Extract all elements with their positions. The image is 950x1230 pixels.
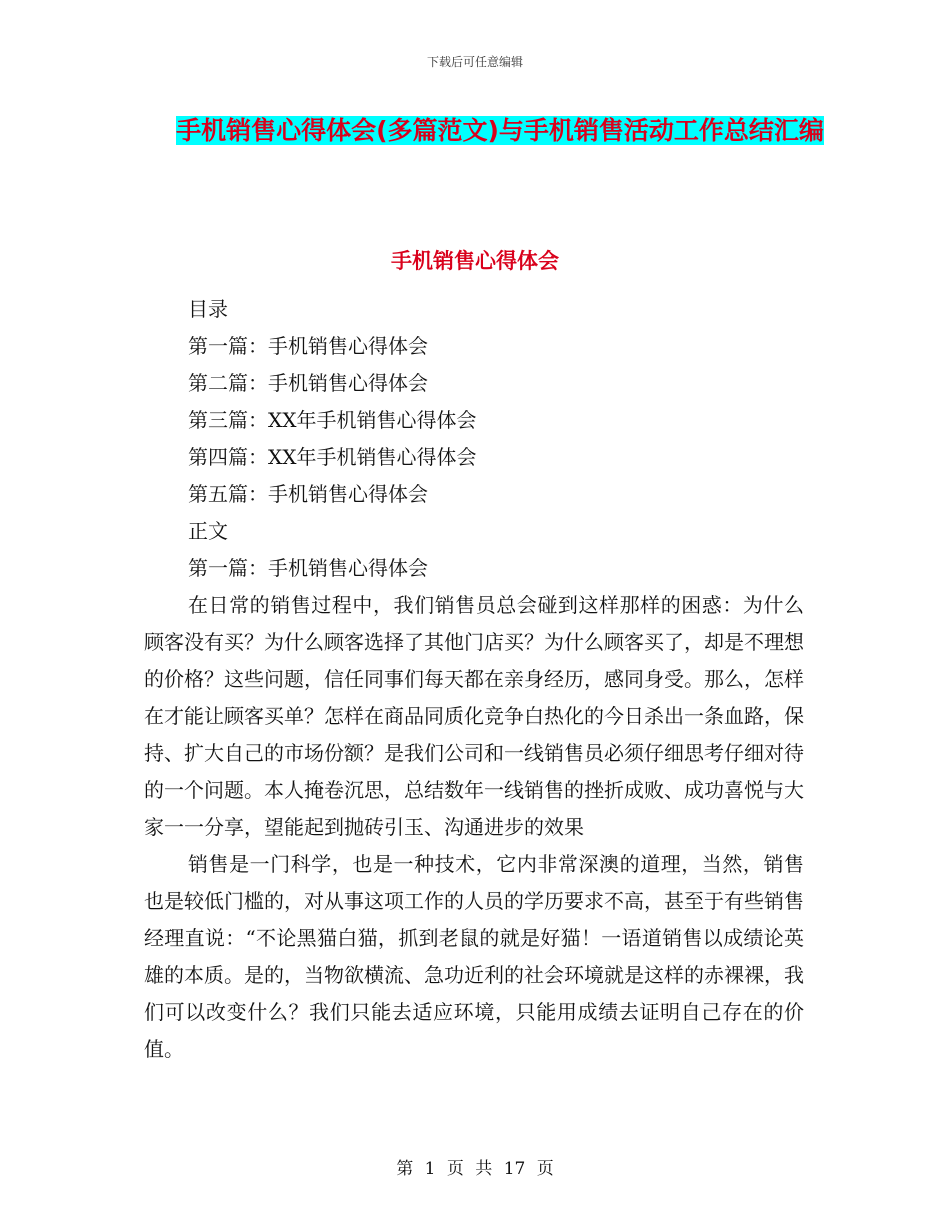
document-body <box>144 291 804 1068</box>
body-heading: 正文 <box>188 519 228 543</box>
toc-item: 第五篇：手机销售心得体会 <box>188 482 428 506</box>
toc-item: 第一篇：手机销售心得体会 <box>188 334 428 358</box>
toc-item: 第二篇：手机销售心得体会 <box>188 371 428 395</box>
toc-item: 第四篇：XX年手机销售心得体会 <box>188 445 477 469</box>
header-note: 下载后可任意编辑 <box>426 55 523 69</box>
body-paragraph: 在日常的销售过程中，我们销售员总会碰到这样那样的困惑：为什么顾客没有买？为什么顾客选择了其他门店买？为什么顾客买了，却是不理想的价格？这些问题，信任同事们每天都在亲身经历，感同身受。那么，怎样在才能让顾客买单？怎样在商品同质化竞争白热化的今日杀出一条血路，保持、扩大自己的市场份额？是我们公司和一线销售员必须仔细思考仔细对待的一个问题。本人掩卷沉思，总结数年一线销售的挫折成败、成功喜悦与大家一一分享，望能起到抛砖引玉、沟通进步的效果 <box>144 593 804 839</box>
document-title <box>150 108 850 154</box>
chapter-heading: 第一篇：手机销售心得体会 <box>188 556 428 580</box>
section-title: 手机销售心得体会 <box>391 249 559 273</box>
toc-item: 第三篇：XX年手机销售心得体会 <box>188 408 477 432</box>
document-title-text: 手机销售心得体会(多篇范文)与手机销售活动工作总结汇编 <box>176 116 824 145</box>
body-paragraph: 销售是一门科学，也是一种技术，它内非常深澳的道理，当然，销售也是较低门槛的，对从事这项工作的人员的学历要求不高，甚至于有些销售经理直说：“不论黑猫白猫，抓到老鼠的就是好猫！一语道销售以成绩论英雄的本质。是的，当物欲横流、急功近利的社会环境就是这样的赤裸裸，我们可以改变什么？我们只能去适应环境，只能用成绩去证明自己存在的价值。 <box>144 852 804 1061</box>
page-number-footer: 第 1 页 共 17 页 <box>396 1159 554 1179</box>
toc-heading: 目录 <box>188 297 228 321</box>
